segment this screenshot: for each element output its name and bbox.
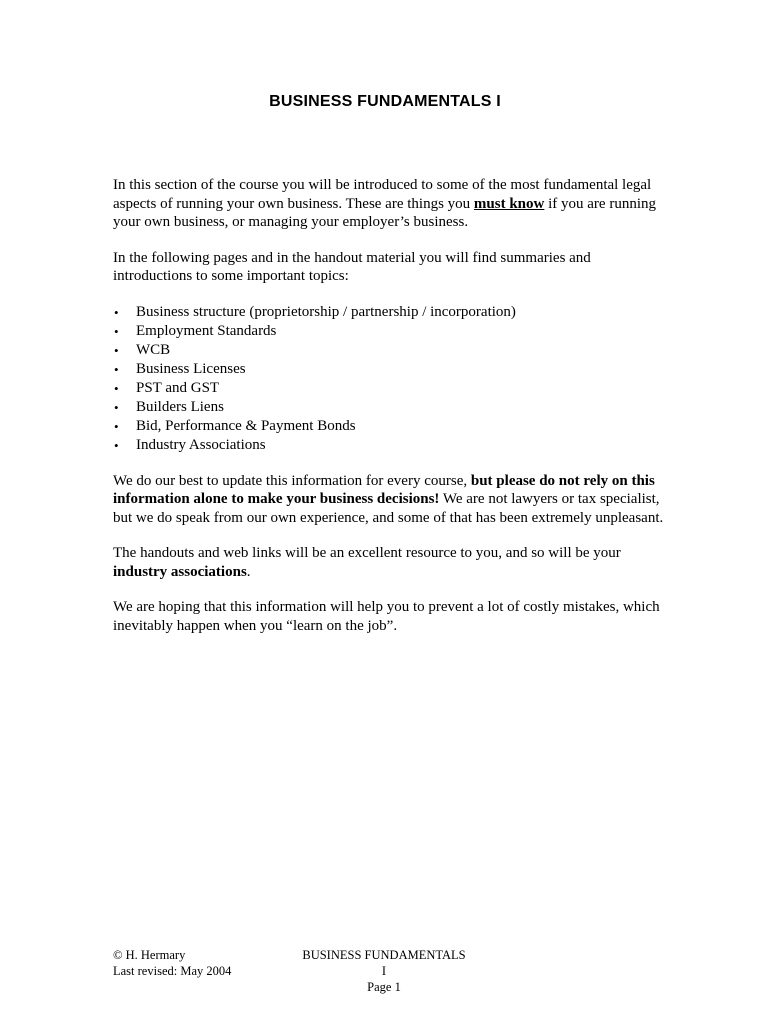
update-warning: but please do not rely on this information alone to make your business decisions! [113,472,655,507]
topics-list [113,303,673,455]
topic-text: Employment Standards [136,322,277,339]
footer-revised: Last revised: May 2004 [113,964,232,978]
intro-paragraph [113,176,673,232]
topic-text: PST and GST [136,379,220,396]
handouts-paragraph [113,544,673,581]
handouts-text-2: . [246,563,251,580]
bullet-icon: • [114,342,119,358]
topic-text: Builders Liens [136,398,224,415]
topic-text: WCB [136,341,171,358]
list-item [113,360,673,379]
list-item [113,379,673,398]
handouts-emphasis: industry associations [113,563,247,580]
hoping-paragraph: We are hoping that this information will help you to prevent a lot of costly mistakes, which inevitably happen when you “learn on the job”. [113,599,660,634]
page-title: BUSINESS FUNDAMENTALS I [269,93,501,110]
following-paragraph: In the following pages and in the handout material you will find summaries and introductions to some important topics: [113,249,591,284]
list-item [113,417,673,436]
footer-author: © H. Hermary [113,948,186,962]
bullet-icon: • [114,399,119,415]
topic-text: Industry Associations [136,436,266,453]
bullet-icon: • [114,304,119,320]
list-item [113,303,673,322]
bullet-icon: • [114,437,119,453]
update-paragraph [113,472,673,528]
footer-page-number: Page 1 [367,980,401,994]
list-item [113,398,673,417]
update-text-1: We do our best to update this information for every course, [113,472,471,489]
update-text-2: We are not lawyers or tax specialist, but we do speak from our own experience, and some of that has been extremely unpleasant. [113,491,664,526]
intro-emphasis: must know [473,195,545,212]
bullet-icon: • [114,380,119,396]
list-item [113,341,673,360]
topic-text: Business Licenses [136,360,246,377]
topic-text: Bid, Performance & Payment Bonds [136,417,356,434]
list-item [113,322,673,341]
intro-text-2: if you are running your own business, or managing your employer’s business. [113,195,656,230]
footer-right [299,947,469,995]
body-content [113,176,673,652]
list-item [113,436,673,455]
footer-doc-name: BUSINESS FUNDAMENTALS I [302,948,466,978]
handouts-text-1: The handouts and web links will be an excellent resource to you, and so will be your [113,545,621,561]
footer-left [113,947,283,979]
topic-text: Business structure (proprietorship / partnership / incorporation) [136,303,516,320]
intro-text-1: In this section of the course you will be introduced to some of the most fundamental legal aspects of running your own business. These are things you [113,177,652,212]
bullet-icon: • [114,418,119,434]
bullet-icon: • [114,323,119,339]
bullet-icon: • [114,361,119,377]
